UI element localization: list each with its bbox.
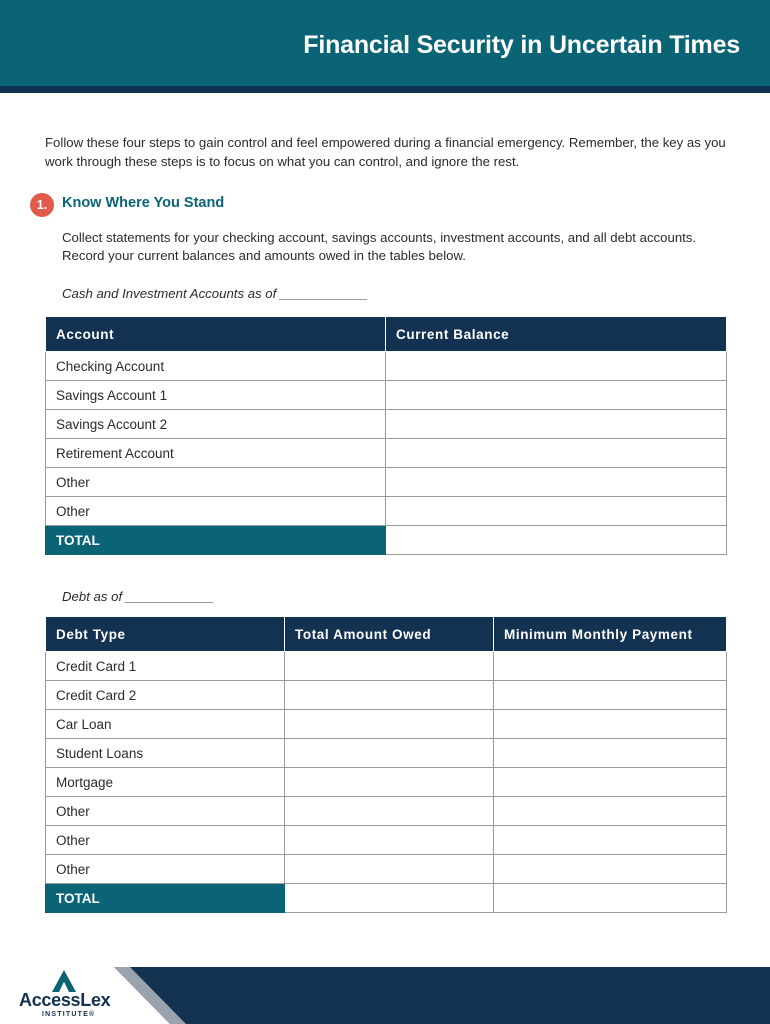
amount-owed-field[interactable] bbox=[285, 681, 494, 710]
cash-table-caption: Cash and Investment Accounts as of ____________ bbox=[62, 286, 368, 301]
debt-type-label: Credit Card 2 bbox=[46, 681, 285, 710]
debt-type-label: Student Loans bbox=[46, 739, 285, 768]
debt-table bbox=[45, 616, 727, 913]
table-row bbox=[46, 826, 727, 855]
table-row bbox=[46, 739, 727, 768]
balance-field[interactable] bbox=[386, 439, 727, 468]
step-title: Know Where You Stand bbox=[62, 195, 225, 211]
minimum-payment-field[interactable] bbox=[494, 652, 727, 681]
total-label: TOTAL bbox=[46, 526, 386, 555]
table-row bbox=[46, 855, 727, 884]
amount-owed-field[interactable] bbox=[285, 739, 494, 768]
total-amount-owed-field[interactable] bbox=[285, 884, 494, 913]
table-header-row bbox=[46, 617, 727, 652]
table-header-row bbox=[46, 317, 727, 352]
column-header-minimum-monthly-payment: Minimum Monthly Payment bbox=[494, 617, 727, 652]
balance-field[interactable] bbox=[386, 468, 727, 497]
amount-owed-field[interactable] bbox=[285, 797, 494, 826]
account-label: Savings Account 1 bbox=[46, 381, 386, 410]
table-row bbox=[46, 497, 727, 526]
minimum-payment-field[interactable] bbox=[494, 739, 727, 768]
debt-type-label: Credit Card 1 bbox=[46, 652, 285, 681]
balance-field[interactable] bbox=[386, 410, 727, 439]
table-row bbox=[46, 797, 727, 826]
intro-text: Follow these four steps to gain control and feel empowered during a financial emergency. Remember, the key as you work through these steps is to focus on what you can control, and ignore the rest. bbox=[45, 135, 726, 169]
total-balance-field[interactable] bbox=[386, 526, 727, 555]
account-label: Other bbox=[46, 468, 386, 497]
minimum-payment-field[interactable] bbox=[494, 855, 727, 884]
debt-type-label: Mortgage bbox=[46, 768, 285, 797]
amount-owed-field[interactable] bbox=[285, 855, 494, 884]
total-minimum-payment-field[interactable] bbox=[494, 884, 727, 913]
cash-accounts-table bbox=[45, 316, 727, 555]
column-header-account: Account bbox=[46, 317, 386, 352]
logo-wordmark: AccessLex bbox=[19, 990, 111, 1010]
amount-owed-field[interactable] bbox=[285, 710, 494, 739]
table-row bbox=[46, 381, 727, 410]
table-row bbox=[46, 768, 727, 797]
logo-subtitle: INSTITUTE® bbox=[42, 1011, 96, 1018]
minimum-payment-field[interactable] bbox=[494, 826, 727, 855]
amount-owed-field[interactable] bbox=[285, 826, 494, 855]
table-row bbox=[46, 681, 727, 710]
minimum-payment-field[interactable] bbox=[494, 681, 727, 710]
minimum-payment-field[interactable] bbox=[494, 710, 727, 739]
table-row bbox=[46, 410, 727, 439]
column-header-current-balance: Current Balance bbox=[386, 317, 727, 352]
amount-owed-field[interactable] bbox=[285, 652, 494, 681]
amount-owed-field[interactable] bbox=[285, 768, 494, 797]
step-description: Collect statements for your checking account, savings accounts, investment accounts, and all debt accounts. Record your current balances and amounts owed in the tables below. bbox=[62, 230, 697, 263]
table-row bbox=[46, 439, 727, 468]
account-label: Savings Account 2 bbox=[46, 410, 386, 439]
column-header-debt-type: Debt Type bbox=[46, 617, 285, 652]
table-row bbox=[46, 652, 727, 681]
account-label: Retirement Account bbox=[46, 439, 386, 468]
account-label: Checking Account bbox=[46, 352, 386, 381]
debt-type-label: Other bbox=[46, 855, 285, 884]
debt-type-label: Other bbox=[46, 826, 285, 855]
step-number-badge: 1. bbox=[30, 193, 54, 217]
debt-type-label: Car Loan bbox=[46, 710, 285, 739]
balance-field[interactable] bbox=[386, 352, 727, 381]
header-stripe bbox=[0, 86, 770, 93]
total-row bbox=[46, 884, 727, 913]
table-row bbox=[46, 468, 727, 497]
column-header-total-amount-owed: Total Amount Owed bbox=[285, 617, 494, 652]
debt-table-caption: Debt as of ____________ bbox=[62, 589, 214, 604]
table-row bbox=[46, 710, 727, 739]
minimum-payment-field[interactable] bbox=[494, 797, 727, 826]
total-row bbox=[46, 526, 727, 555]
balance-field[interactable] bbox=[386, 497, 727, 526]
account-label: Other bbox=[46, 497, 386, 526]
debt-type-label: Other bbox=[46, 797, 285, 826]
balance-field[interactable] bbox=[386, 381, 727, 410]
minimum-payment-field[interactable] bbox=[494, 768, 727, 797]
total-label: TOTAL bbox=[46, 884, 285, 913]
page-title: Financial Security in Uncertain Times bbox=[303, 31, 740, 59]
accesslex-logo-icon bbox=[52, 970, 76, 992]
table-row bbox=[46, 352, 727, 381]
